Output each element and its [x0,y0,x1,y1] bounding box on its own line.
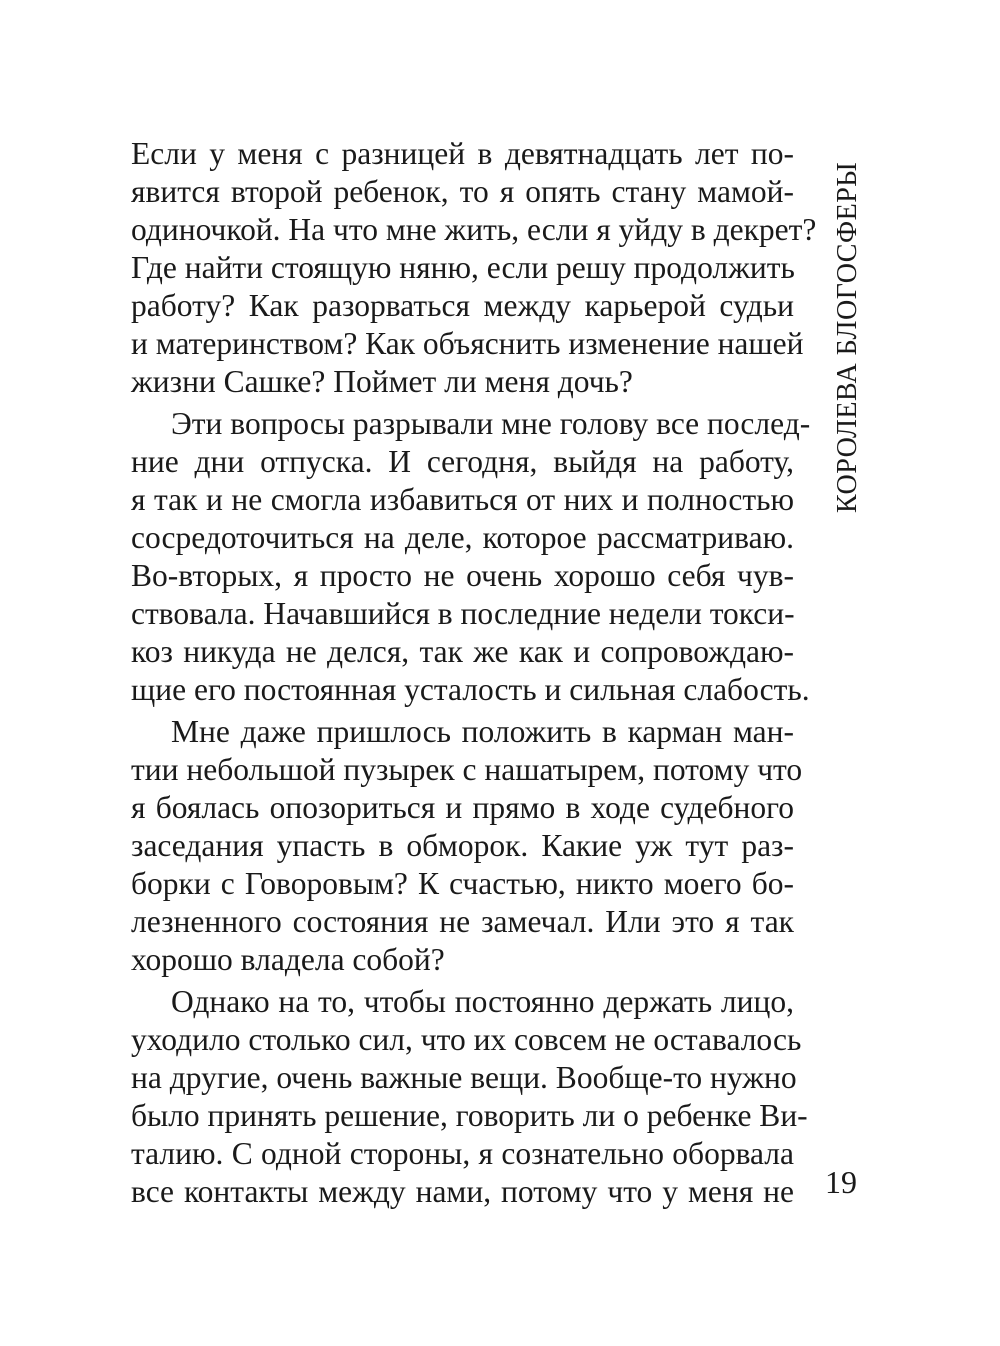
paragraph [131,135,817,401]
text-line: лезненного состояния не замечал. Или это я так [131,904,794,939]
text-line: Если у меня с разницей в девятнадцать лет по- [131,136,794,171]
text-line: я боялась опозориться и прямо в ходе судебного [131,790,794,825]
text-line: я так и не смогла избавиться от них и полностью [131,482,794,517]
text-line: ствовала. Начавшийся в последние недели токси- [131,596,795,631]
text-line: коз никуда не делся, так же как и сопровождаю- [131,634,794,669]
text-line: было принять решение, говорить ли о ребенке Ви- [131,1098,808,1133]
page-number: 19 [825,1164,857,1200]
text-line: хорошо владела собой? [131,942,445,977]
text-line: сосредоточиться на деле, которое рассматриваю. [131,520,794,555]
text-line: ние дни отпуска. И сегодня, выйдя на работу, [131,444,794,479]
paragraph [131,983,808,1211]
paragraph [131,405,811,709]
text-line: одиночкой. На что мне жить, если я уйду в декрет? [131,212,817,247]
text-line: все контакты между нами, потому что у меня не [131,1174,794,1209]
text-line: на другие, очень важные вещи. Вообще-то нужно [131,1060,797,1095]
text-line: жизни Сашке? Поймет ли меня дочь? [131,364,633,399]
text-line: и материнством? Как объяснить изменение нашей [131,326,804,361]
text-line: Во-вторых, я просто не очень хорошо себя чув- [131,558,794,593]
text-line: Где найти стоящую няню, если решу продолжить [131,250,795,285]
text-line: работу? Как разорваться между карьерой судьи [131,288,794,323]
text-line: тии небольшой пузырек с нашатырем, потому что [131,752,803,787]
running-title: КОРОЛЕВА БЛОГОСФЕРЫ [832,161,863,513]
text-line: Однако на то, чтобы постоянно держать лицо, [171,984,794,1019]
text-line: Мне даже пришлось положить в карман ман- [171,714,794,749]
text-line: уходило столько сил, что их совсем не оставалось [131,1022,802,1057]
text-line: заседания упасть в обморок. Какие уж тут раз- [131,828,794,863]
body-text [131,135,817,1211]
text-line: Эти вопросы разрывали мне голову все послед- [171,406,811,441]
paragraph [131,713,803,979]
text-line: щие его постоянная усталость и сильная слабость. [131,672,810,707]
text-line: явится второй ребенок, то я опять стану мамой- [131,174,794,209]
text-line: борки с Говоровым? К счастью, никто моего бо- [131,866,794,901]
text-line: талию. С одной стороны, я сознательно оборвала [131,1136,794,1171]
